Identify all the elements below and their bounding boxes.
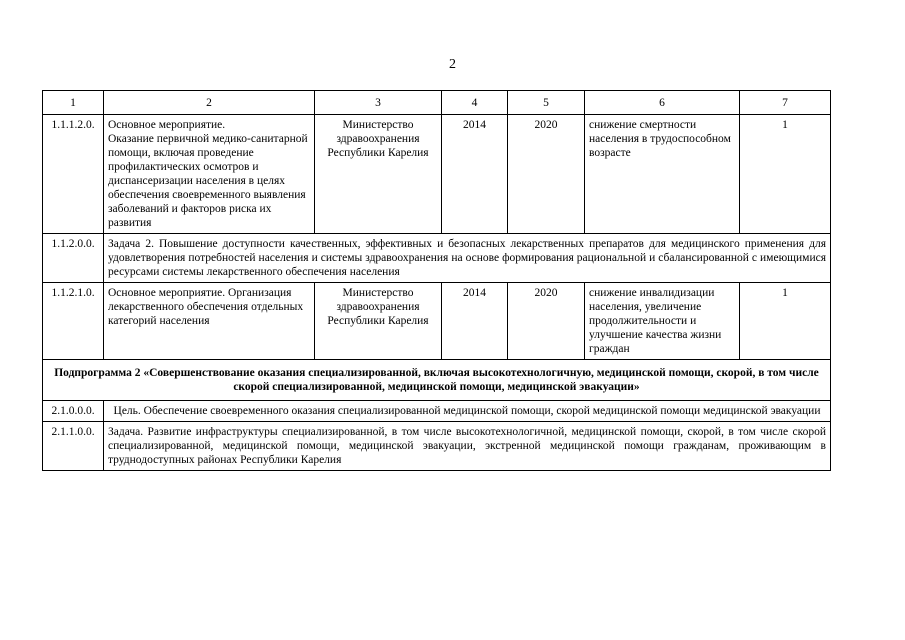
row-code: 1.1.1.2.0. (43, 115, 104, 234)
start-year: 2014 (442, 115, 508, 234)
expected-result: снижение инвалидизации населения, увеличение продолжительности и улучшение качества жизни граждан (585, 283, 740, 360)
table-row (43, 360, 831, 401)
activity-name: Основное мероприятие. Оказание первичной медико-санитарной помощи, включая проведение профилактических осмотров и диспансеризации населения в целях обеспечения своевременного выявления заболеваний и факторов риска их развития (104, 115, 315, 234)
column-header: 6 (585, 91, 740, 115)
column-header: 7 (740, 91, 831, 115)
row-code: 1.1.2.1.0. (43, 283, 104, 360)
table-row (43, 234, 831, 283)
end-year: 2020 (508, 115, 585, 234)
column-header: 1 (43, 91, 104, 115)
program-table (42, 90, 831, 471)
task-text: Задача 2. Повышение доступности качественных, эффективных и безопасных лекарственных препаратов для медицинского применения для удовлетворения потребностей населения и системы здравоохранения на основе формирования рациональной и сбалансированной с имеющимися ресурсами системы лекарственного обеспечения населения (104, 234, 831, 283)
row-code: 1.1.2.0.0. (43, 234, 104, 283)
executor: Министерство здравоохранения Республики Карелия (315, 283, 442, 360)
table-header-row (43, 91, 831, 115)
goal-text: Цель. Обеспечение своевременного оказания специализированной медицинской помощи, скорой медицинской помощи медицинской эвакуации (104, 401, 831, 422)
column-header: 5 (508, 91, 585, 115)
executor: Министерство здравоохранения Республики Карелия (315, 115, 442, 234)
column-header: 3 (315, 91, 442, 115)
table-row (43, 422, 831, 471)
column-header: 2 (104, 91, 315, 115)
task-text: Задача. Развитие инфраструктуры специализированной, в том числе высокотехнологичной, медицинской помощи, скорой, в том числе скорой специализированной, медицинской помощи, медицинской эвакуации, экстренной медицинской помощи гражданам, проживающим в труднодоступных районах Республики Карелия (104, 422, 831, 471)
expected-result: снижение смертности населения в трудоспособном возрасте (585, 115, 740, 234)
table-row (43, 115, 831, 234)
table-row (43, 401, 831, 422)
activity-name: Основное мероприятие. Организация лекарственного обеспечения отдельных категорий населения (104, 283, 315, 360)
indicator-link: 1 (740, 115, 831, 234)
row-code: 2.1.0.0.0. (43, 401, 104, 422)
end-year: 2020 (508, 283, 585, 360)
page-number: 2 (449, 57, 456, 72)
indicator-link: 1 (740, 283, 831, 360)
subprogram-title: Подпрограмма 2 «Совершенствование оказания специализированной, включая высокотехнологичную, медицинской помощи, скорой, в том числе скорой специализированной, медицинской помощи, медицинской эвакуации» (43, 360, 831, 401)
table-row (43, 283, 831, 360)
start-year: 2014 (442, 283, 508, 360)
column-header: 4 (442, 91, 508, 115)
row-code: 2.1.1.0.0. (43, 422, 104, 471)
